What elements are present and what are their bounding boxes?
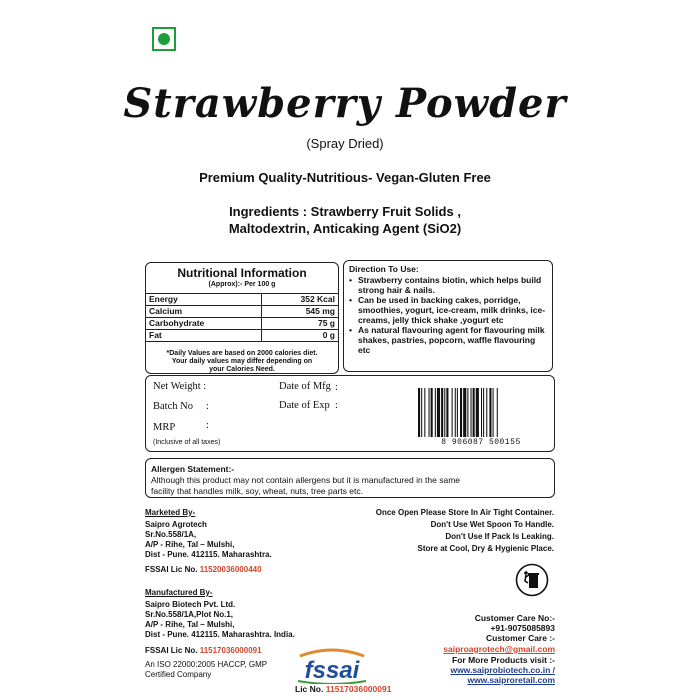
fssai-logo-icon <box>290 648 374 684</box>
storage-line: Don't Use Wet Spoon To Handle. <box>430 520 554 529</box>
product-title: Strawberry Powder <box>123 80 567 127</box>
storage-notes <box>330 508 554 554</box>
footnote-line: Your daily values may differ depending on <box>171 358 313 365</box>
nutrient-name: Energy <box>146 294 261 306</box>
nutrient-value: 75 g <box>261 318 338 330</box>
fssai-number: 11517036000091 <box>199 646 262 655</box>
customer-care-heading: Customer Care No:- <box>474 613 555 623</box>
nutrient-name: Fat <box>146 330 261 342</box>
customer-care <box>390 613 555 685</box>
nutrient-name: Carbohydrate <box>146 318 261 330</box>
manufactured-by-heading: Manufactured By- <box>145 588 213 597</box>
nutrition-subtitle: (Approx):- Per 100 g <box>208 281 276 288</box>
nutrient-value: 352 Kcal <box>261 294 338 306</box>
iso-line: Certified Company <box>145 670 212 679</box>
storage-line: Don't Use If Pack Is Leaking. <box>445 532 554 541</box>
allergen-line: facility that handles milk, soy, wheat, nuts, tree parts etc. <box>151 486 363 496</box>
allergen-line: Although this product may not contain allergens but it is manufactured in the same <box>151 475 461 485</box>
manufactured-by <box>145 588 295 680</box>
fssai-logo-lic <box>295 684 391 694</box>
ingredients-line-2: Maltodextrin, Anticaking Agent (SiO2) <box>228 221 462 236</box>
date-exp-label: Date of Exp <box>279 400 330 411</box>
mrp-colon: : <box>206 420 209 431</box>
table-row <box>146 330 338 342</box>
batch-no-label: Batch No <box>153 401 193 412</box>
customer-care-email-heading: Customer Care :- <box>486 633 555 643</box>
customer-care-email[interactable]: saiproagrotech@gmail.com <box>443 644 555 654</box>
nutrition-box <box>145 262 339 374</box>
ingredients <box>0 203 690 237</box>
product-info-box <box>145 375 555 452</box>
nutrient-value: 0 g <box>261 330 338 342</box>
fssai-label: FSSAI Lic No. <box>145 565 198 574</box>
product-subtitle: (Spray Dried) <box>306 136 384 151</box>
table-row <box>146 318 338 330</box>
product-tagline: Premium Quality-Nutritious- Vegan-Gluten Free <box>199 170 491 185</box>
marketed-by-line: Dist - Pune. 412115. Maharashtra. <box>145 550 272 559</box>
allergen-box <box>145 458 555 498</box>
fssai-label: FSSAI Lic No. <box>145 646 198 655</box>
direction-list <box>349 275 549 355</box>
manufactured-by-line: A/P - Rihe, Tal – Mulshi, <box>145 620 235 629</box>
manufactured-by-line: Sr.No.558/1A,Plot No.1, <box>145 610 234 619</box>
date-exp-colon: : <box>335 400 338 411</box>
footnote-line: your Calories Need. <box>209 366 275 373</box>
website-link-1[interactable]: www.saiprobiotech.co.in / <box>450 665 555 675</box>
list-item: • Strawberry contains biotin, which helps build strong hair & nails. <box>349 275 549 295</box>
footnote-line: *Daily Values are based on 2000 calories diet. <box>166 350 318 357</box>
table-row <box>146 306 338 318</box>
nutrient-name: Calcium <box>146 306 261 318</box>
fssai-logo-lic-label: Lic No. <box>295 684 324 694</box>
barcode-icon <box>416 388 546 437</box>
storage-line: Once Open Please Store In Air Tight Container. <box>375 508 554 517</box>
tax-note: (Inclusive of all taxes) <box>153 439 221 446</box>
marketed-by-heading: Marketed By- <box>145 508 196 517</box>
nutrition-title: Nutritional Information <box>177 266 307 280</box>
veg-mark-icon <box>152 27 176 51</box>
date-mfg-label: Date of Mfg <box>279 381 331 392</box>
iso-line: An ISO 22000:2005 HACCP, GMP <box>145 660 268 669</box>
visit-heading: For More Products visit :- <box>452 655 555 665</box>
storage-line: Store at Cool, Dry & Hygienic Place. <box>417 544 554 553</box>
fssai-logo-lic-number: 11517036000091 <box>325 684 392 694</box>
fssai-number: 11520036000440 <box>199 565 262 574</box>
dispose-bin-icon <box>515 563 549 597</box>
table-row <box>146 294 338 306</box>
net-weight-label: Net Weight : <box>153 381 207 392</box>
allergen-heading: Allergen Statement:- <box>151 464 235 474</box>
list-item: • Can be used in backing cakes, porridge, smoothies, yogurt, ice-cream, milk drinks, ice-creams, jelly thick shake ,yogurt etc <box>349 295 549 325</box>
customer-care-phone: +91-9075085893 <box>490 623 555 633</box>
ingredients-line-1: Ingredients : Strawberry Fruit Solids , <box>229 204 461 219</box>
nutrient-value: 545 mg <box>261 306 338 318</box>
fssai-logo-text: fssai <box>304 657 360 684</box>
marketed-by-line: Saipro Agrotech <box>145 520 207 529</box>
manufactured-by-line: Saipro Biotech Pvt. Ltd. <box>145 600 236 609</box>
list-item: • As natural flavouring agent for flavouring milk shakes, pastries, popcorn, waffle flavouring etc <box>349 325 549 355</box>
nutrition-table <box>146 293 338 342</box>
marketed-by-line: Sr.No.558/1A, <box>145 530 197 539</box>
nutrition-footnote <box>146 350 338 374</box>
batch-no-colon: : <box>206 401 209 412</box>
direction-title: Direction To Use: <box>349 264 419 274</box>
mrp-label: MRP <box>153 422 176 433</box>
marketed-by <box>145 508 272 575</box>
website-link-2[interactable]: www.saiproretail.com <box>467 675 555 685</box>
direction-box <box>343 260 553 372</box>
barcode-number: 8 906087 500155 <box>441 438 521 447</box>
date-mfg-colon: : <box>335 382 338 393</box>
manufactured-by-line: Dist - Pune. 412115. Maharashtra. India. <box>145 630 295 639</box>
marketed-by-line: A/P - Rihe, Tal – Mulshi, <box>145 540 235 549</box>
allergen-text <box>151 475 546 497</box>
